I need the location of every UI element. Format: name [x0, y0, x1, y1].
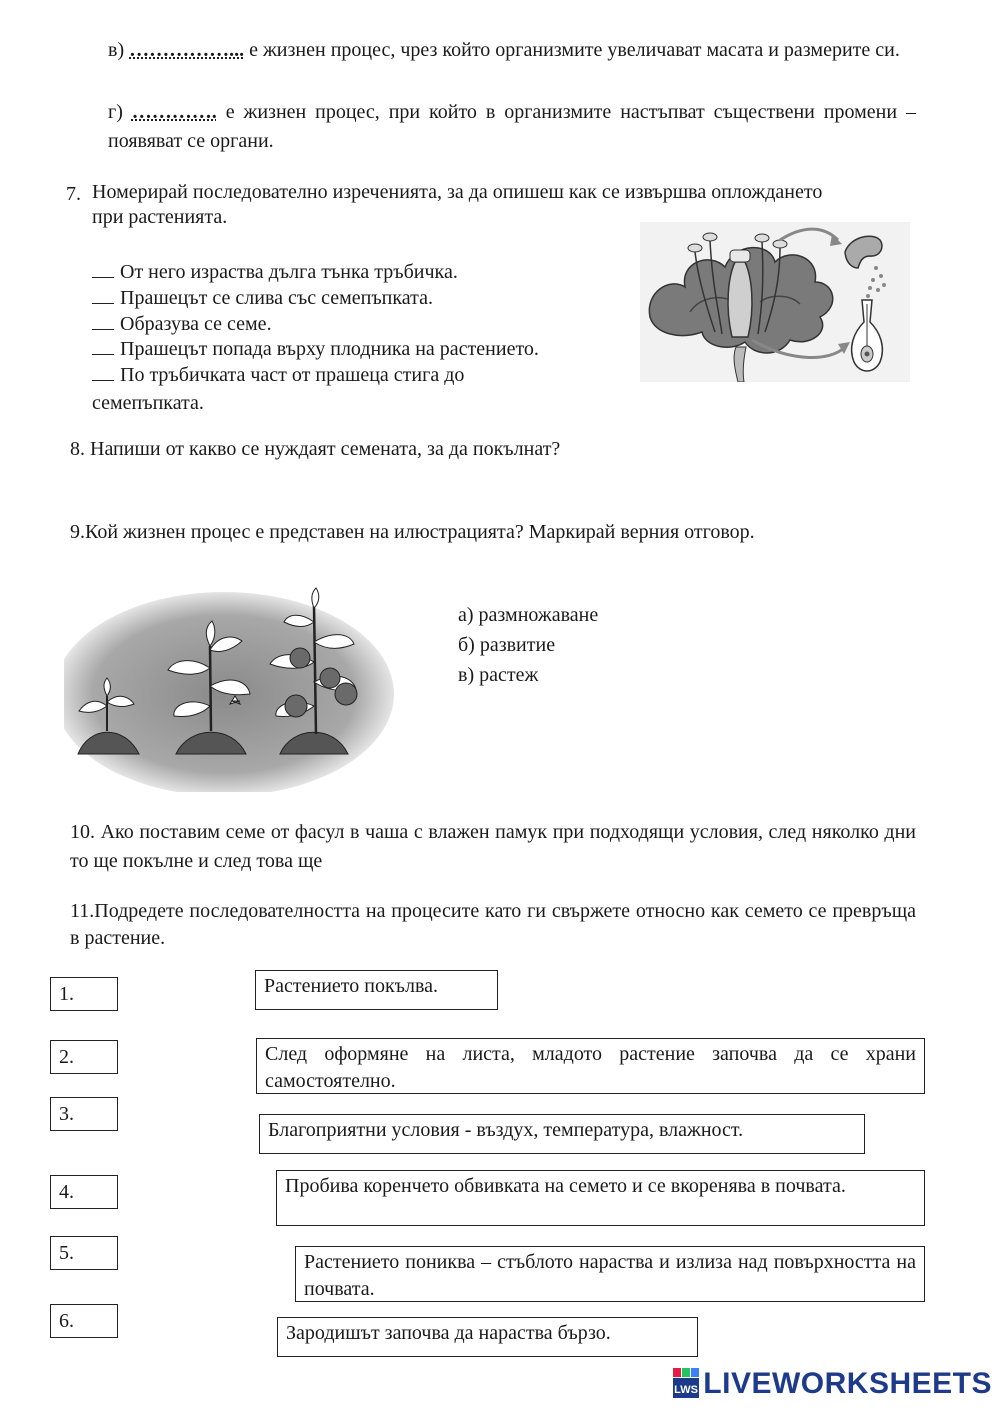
q11-statement-box[interactable]: Зародишът започва да нараства бързо.: [277, 1317, 698, 1357]
q6-item-c: в) ……………... е жизнен процес, чрез който организмите увеличават масата и размерите си.: [108, 39, 900, 61]
q10-text: 10. Ако поставим семе от фасул в чаша с влажен памук при подходящи условия, след няколко дни то ще покълне и след това ще: [70, 821, 916, 872]
q9-option[interactable]: в) растеж: [458, 664, 539, 686]
q7-item[interactable]: Образува се семе.: [92, 310, 272, 339]
q7-item[interactable]: От него израства дълга тънка тръбичка.: [92, 258, 458, 287]
q6-item-d: г) …………. е жизнен процес, при който в организмите настъпват съществени промени – появяват се органи.: [108, 101, 916, 152]
q11-number-box[interactable]: 6.: [50, 1304, 118, 1338]
q11-statement-box[interactable]: След оформяне на листа, младото растение започва да се храни самостоятелно.: [256, 1038, 925, 1094]
q11-number-box[interactable]: 4.: [50, 1175, 118, 1209]
q7-item[interactable]: По тръбичката част от прашеца стига до: [92, 361, 464, 390]
svg-text:LWS: LWS: [674, 1384, 699, 1397]
q11-statement-box[interactable]: Растението покълва.: [255, 970, 498, 1010]
q11-number-box[interactable]: 1.: [50, 977, 118, 1011]
q11-statement-box[interactable]: Пробива коренчето обвивката на семето и се вкоренява в почвата.: [276, 1170, 925, 1226]
q7-item[interactable]: Прашецът попада върху плодника на растението.: [92, 335, 539, 364]
q7-text: Номерирай последователно изреченията, за да опишеш как се извършва оплождането при растенията.: [92, 181, 823, 228]
q9-option[interactable]: б) развитие: [458, 634, 556, 656]
q11-statement-box[interactable]: Растението пониква – стъблото нараства и излиза над повърхността на почвата.: [295, 1246, 925, 1302]
q11-number-box[interactable]: 5.: [50, 1236, 118, 1270]
q9-option[interactable]: а) размножаване: [458, 604, 599, 626]
plant-growth-illustration: [64, 586, 394, 792]
q8-text: Напиши от какво се нуждаят семената, за да покълнат?: [90, 438, 561, 460]
q9-text: 9.Кой жизнен процес е представен на илюстрацията? Маркирай верния отговор.: [70, 521, 755, 543]
q6-blank-d[interactable]: ………….: [131, 101, 217, 123]
logo-text: LIVEWORKSHEETS: [703, 1366, 992, 1400]
flower-pollination-illustration: [640, 222, 910, 382]
q11-statement-box[interactable]: Благоприятни условия - въздух, температура, влажност.: [259, 1114, 865, 1154]
lws-badge-icon: [673, 1368, 699, 1398]
q11-text: 11.Подредете последователността на процесите като ги свържете относно как семето се превръща в растение.: [70, 900, 916, 949]
q11-number-box[interactable]: 2.: [50, 1040, 118, 1074]
liveworksheets-logo: [673, 1362, 992, 1406]
q8-number: 8.: [70, 438, 85, 460]
q7-number: 7.: [66, 183, 81, 205]
q6-blank-c[interactable]: ……………...: [129, 39, 245, 61]
q7-item[interactable]: Прашецът се слива със семепъпката.: [92, 284, 433, 313]
q11-number-box[interactable]: 3.: [50, 1097, 118, 1131]
q7-item-continuation: семепъпката.: [92, 392, 204, 414]
